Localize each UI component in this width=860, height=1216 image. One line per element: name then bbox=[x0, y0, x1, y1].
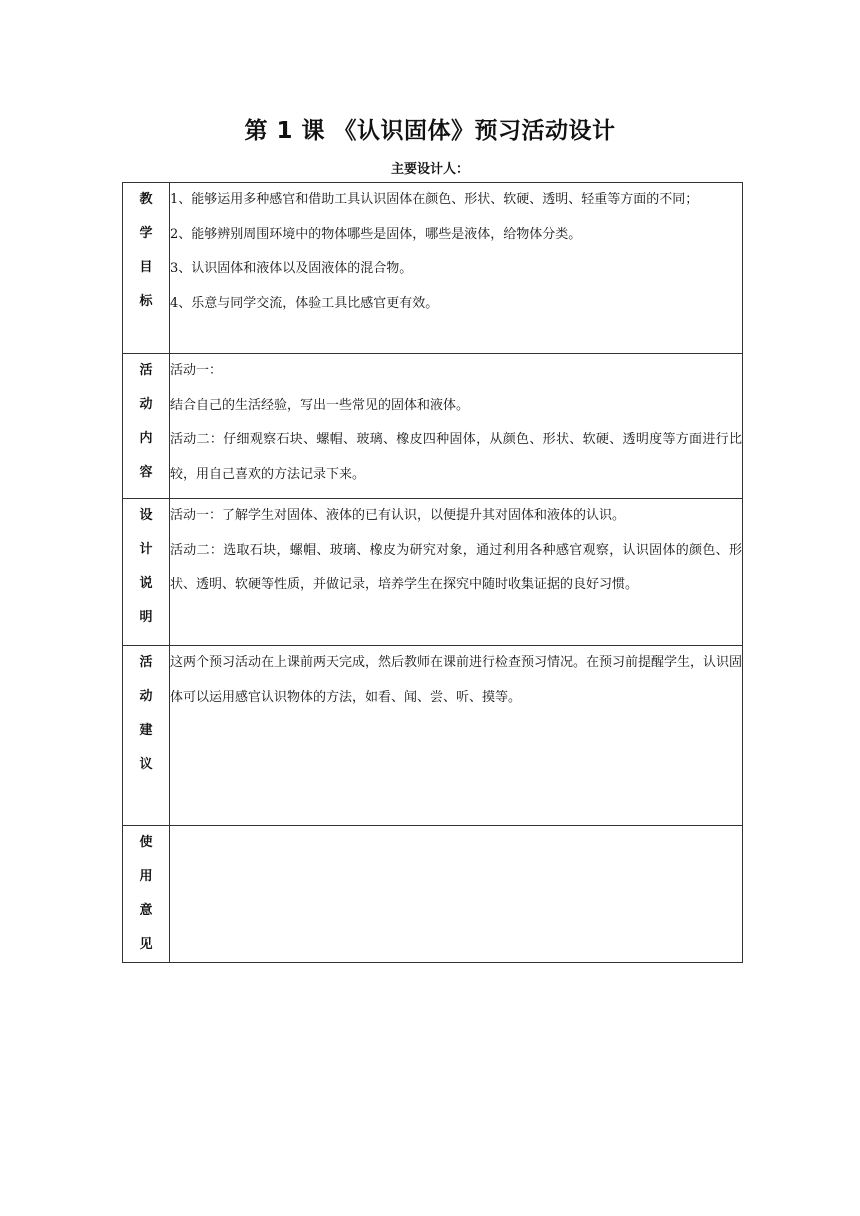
row-content-activity-content bbox=[170, 354, 743, 499]
row-label-teaching-goals bbox=[123, 183, 170, 354]
design-note-item: 活动一：了解学生对固体、液体的已有认识，以便提升其对固体和液体的认识。 bbox=[170, 508, 626, 523]
row-label-usage-feedback bbox=[123, 826, 170, 963]
label-char: 标 bbox=[139, 294, 153, 309]
table-row-design-notes bbox=[123, 499, 743, 646]
label-char: 用 bbox=[139, 869, 153, 884]
label-char: 动 bbox=[139, 689, 153, 704]
row-content-teaching-goals bbox=[170, 183, 743, 354]
activity-item: 活动二：仔细观察石块、螺帽、玻璃、橡皮四种固体，从颜色、形状、软硬、透明度等方面进行比较，用自己喜欢的方法记录下来。 bbox=[170, 432, 742, 482]
label-char: 明 bbox=[139, 610, 153, 625]
table-row-teaching-goals bbox=[123, 183, 743, 354]
label-char: 容 bbox=[139, 465, 153, 480]
activity-item: 活动一： bbox=[170, 363, 223, 378]
table-row-usage-feedback bbox=[123, 826, 743, 963]
activity-plan-table bbox=[122, 182, 743, 963]
label-char: 活 bbox=[139, 655, 153, 670]
goal-item: 3、认识固体和液体以及固液体的混合物。 bbox=[170, 261, 413, 276]
label-char: 活 bbox=[139, 363, 153, 378]
design-note-item: 活动二：选取石块，螺帽、玻璃、橡皮为研究对象，通过利用各种感官观察，认识固体的颜色、形状、透明、软硬等性质，并做记录，培养学生在探究中随时收集证据的良好习惯。 bbox=[170, 542, 742, 592]
label-char: 意 bbox=[139, 903, 153, 918]
label-char: 动 bbox=[139, 397, 153, 412]
label-char: 议 bbox=[139, 757, 153, 772]
row-content-usage-feedback bbox=[170, 826, 743, 963]
label-char: 学 bbox=[139, 226, 153, 241]
document-title: 第 1 课 《认识固体》预习活动设计 bbox=[244, 118, 616, 144]
label-char: 使 bbox=[139, 835, 153, 850]
label-char: 计 bbox=[139, 542, 153, 557]
label-char: 建 bbox=[139, 723, 153, 738]
row-label-activity-content bbox=[123, 354, 170, 499]
table-row-activity-content bbox=[123, 354, 743, 499]
goal-item: 4、乐意与同学交流，体验工具比感官更有效。 bbox=[170, 295, 439, 311]
row-label-activity-suggestions bbox=[123, 646, 170, 826]
row-label-design-notes bbox=[123, 499, 170, 646]
suggestion-item: 这两个预习活动在上课前两天完成，然后教师在课前进行检查预习情况。在预习前提醒学生，认识固体可以运用感官认识物体的方法，如看、闻、尝、听、摸等。 bbox=[170, 655, 743, 705]
label-char: 目 bbox=[139, 260, 153, 275]
goal-item: 1、能够运用多种感官和借助工具认识固体在颜色、形状、软硬、透明、轻重等方面的不同； bbox=[170, 192, 699, 207]
table-row-activity-suggestions bbox=[123, 646, 743, 826]
row-content-design-notes bbox=[170, 499, 743, 646]
goal-item: 2、能够辨别周围环境中的物体哪些是固体，哪些是液体，给物体分类。 bbox=[170, 226, 582, 242]
label-char: 内 bbox=[139, 431, 153, 446]
label-char: 说 bbox=[139, 576, 153, 591]
row-content-activity-suggestions bbox=[170, 646, 743, 826]
label-char: 设 bbox=[139, 508, 153, 523]
designer-label: 主要设计人： bbox=[390, 162, 469, 177]
activity-item: 结合自己的生活经验，写出一些常见的固体和液体。 bbox=[170, 397, 470, 413]
label-char: 见 bbox=[139, 937, 153, 952]
label-char: 教 bbox=[139, 192, 153, 207]
